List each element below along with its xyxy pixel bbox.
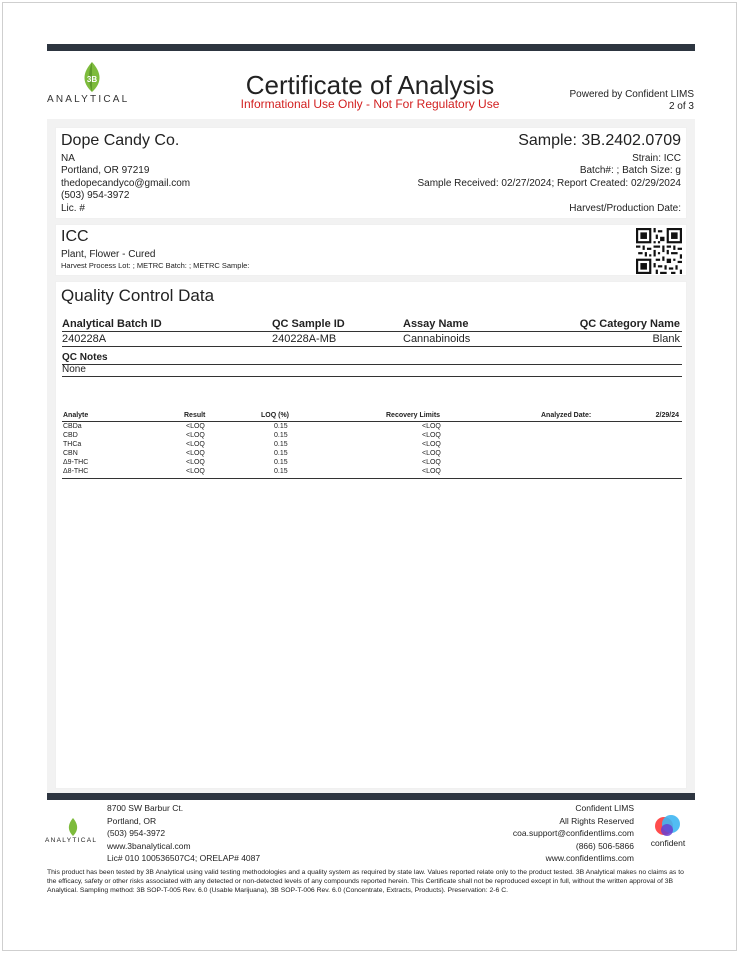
client-name: Dope Candy Co. xyxy=(61,132,180,149)
analyte-col-result: Result xyxy=(184,412,206,419)
lims-line: Confident LIMS xyxy=(575,803,634,813)
lims-line: www.confidentlims.com xyxy=(545,853,634,863)
analyte-name: CBD xyxy=(63,432,78,439)
top-bar xyxy=(47,44,695,51)
qc-col-batch: Analytical Batch ID xyxy=(62,318,162,330)
sample-id: Sample: 3B.2402.0709 xyxy=(518,132,681,149)
product-name: ICC xyxy=(61,228,89,245)
page-subtitle: Informational Use Only - Not For Regulatory Use xyxy=(240,97,500,111)
analyte-name: CBDa xyxy=(63,423,82,430)
analyte-loq: 0.15 xyxy=(274,423,288,430)
sample-dates: Sample Received: 02/27/2024; Report Created: 02/29/2024 xyxy=(417,178,681,189)
analyte-recovery: <LOQ xyxy=(422,459,441,466)
analyte-loq: 0.15 xyxy=(274,432,288,439)
analyte-loq: 0.15 xyxy=(274,468,288,475)
analyte-col-loq: LOQ (%) xyxy=(261,412,289,419)
confident-word: confident xyxy=(650,838,686,848)
product-panel xyxy=(55,224,687,276)
product-type: Plant, Flower - Cured xyxy=(61,249,156,260)
analyte-result: <LOQ xyxy=(186,450,205,457)
analyte-loq: 0.15 xyxy=(274,459,288,466)
lab-line: 8700 SW Barbur Ct. xyxy=(107,803,184,813)
qc-row-rule xyxy=(62,346,682,347)
logo xyxy=(47,60,137,106)
bottom-bar xyxy=(47,793,695,800)
lab-address xyxy=(107,802,260,865)
qc-cell-assay: Cannabinoids xyxy=(403,333,471,345)
lab-line: www.3banalytical.com xyxy=(107,840,191,851)
client-city: Portland, OR 97219 xyxy=(61,165,150,176)
product-lots: Harvest Process Lot: ; METRC Batch: ; METRC Sample: xyxy=(61,261,250,270)
qc-cell-category: Blank xyxy=(652,333,680,345)
analyte-col-analyzed: Analyzed Date: xyxy=(541,412,592,419)
client-license: Lic. # xyxy=(61,203,85,214)
lab-line: (503) 954-3972 xyxy=(107,828,166,838)
lims-info xyxy=(440,802,634,865)
logo-word: ANALYTICAL xyxy=(47,94,130,105)
confident-logo-icon xyxy=(646,812,690,838)
confident-logo xyxy=(646,812,690,852)
lab-line: Lic# 010 100536507C4; ORELAP# 4087 xyxy=(107,853,261,863)
powered-by: Powered by Confident LIMS xyxy=(569,89,694,100)
analyte-name: Δ9-THC xyxy=(63,459,89,466)
footer-logo xyxy=(45,817,101,845)
analyte-name: THCa xyxy=(63,441,82,448)
lims-line: coa.support@confidentlims.com xyxy=(512,828,634,838)
client-panel xyxy=(55,127,687,219)
qc-col-sample: QC Sample ID xyxy=(272,318,345,330)
sample-strain: Strain: ICC xyxy=(632,153,681,164)
analyte-loq: 0.15 xyxy=(274,450,288,457)
qc-panel xyxy=(55,281,687,789)
analyte-recovery: <LOQ xyxy=(422,432,441,439)
qc-notes-rule xyxy=(62,364,682,365)
analyte-col-name: Analyte xyxy=(63,412,89,419)
footer-logo-word: ANALYTICAL xyxy=(45,837,98,844)
analyte-col-recovery: Recovery Limits xyxy=(386,412,441,419)
qc-cell-sample: 240228A-MB xyxy=(272,333,337,345)
analyte-bottom-rule xyxy=(62,478,682,479)
analyte-result: <LOQ xyxy=(186,441,205,448)
analyte-loq: 0.15 xyxy=(274,441,288,448)
analyte-recovery: <LOQ xyxy=(422,441,441,448)
client-email: thedopecandyco@gmail.com xyxy=(61,178,191,189)
client-phone: (503) 954-3972 xyxy=(61,190,130,201)
qr-code-icon xyxy=(636,228,682,274)
qc-cell-batch: 240228A xyxy=(62,333,107,345)
lims-line: All Rights Reserved xyxy=(559,815,634,826)
analyte-result: <LOQ xyxy=(186,459,205,466)
analyte-result: <LOQ xyxy=(186,423,205,430)
qc-heading: Quality Control Data xyxy=(61,286,215,305)
sample-batch: Batch#: ; Batch Size: g xyxy=(579,165,681,176)
logo-mark: 3B xyxy=(86,75,98,84)
disclaimer: This product has been tested by 3B Analytical using valid testing methodologies and a quality system as required by state law. Values reported relate only to the product tested. 3B Analytical makes no claims as to the efficacy, safety or other risks associated with any detected or non-detected levels of any compounds reported herein. This Certificate shall not be reproduced except in full, without the written approval of 3B Analytical. Sampling method: 3B SOP-T-005 Rev. 6.0 (Usable Marijuana), 3B SOP-T-006 Rev. 6.0 (Concentrate, Extracts, Products). Preservation: 2-6 C. xyxy=(47,869,684,894)
qc-notes-value: None xyxy=(62,364,86,375)
qc-notes-label: QC Notes xyxy=(62,352,108,363)
analyte-name: Δ8-THC xyxy=(63,468,89,475)
analyte-header-rule xyxy=(62,421,682,422)
page-number: 2 of 3 xyxy=(668,101,694,112)
qc-col-category: QC Category Name xyxy=(579,318,680,330)
page-title: Certificate of Analysis xyxy=(245,70,495,100)
analyte-recovery: <LOQ xyxy=(422,468,441,475)
client-line1: NA xyxy=(61,153,75,164)
analyte-recovery: <LOQ xyxy=(422,450,441,457)
qc-notes-bottom-rule xyxy=(62,376,682,377)
qc-col-assay: Assay Name xyxy=(403,318,469,330)
analyzed-date: 2/29/24 xyxy=(655,412,679,419)
qc-header-rule xyxy=(62,331,682,332)
lab-line: Portland, OR xyxy=(107,815,157,826)
analyte-result: <LOQ xyxy=(186,432,205,439)
harvest-date: Harvest/Production Date: xyxy=(569,203,681,214)
analyte-recovery: <LOQ xyxy=(422,423,441,430)
analyte-result: <LOQ xyxy=(186,468,205,475)
leaf-logo-icon xyxy=(45,817,101,837)
lims-line: (866) 506-5866 xyxy=(575,840,634,851)
analyte-name: CBN xyxy=(63,450,78,457)
